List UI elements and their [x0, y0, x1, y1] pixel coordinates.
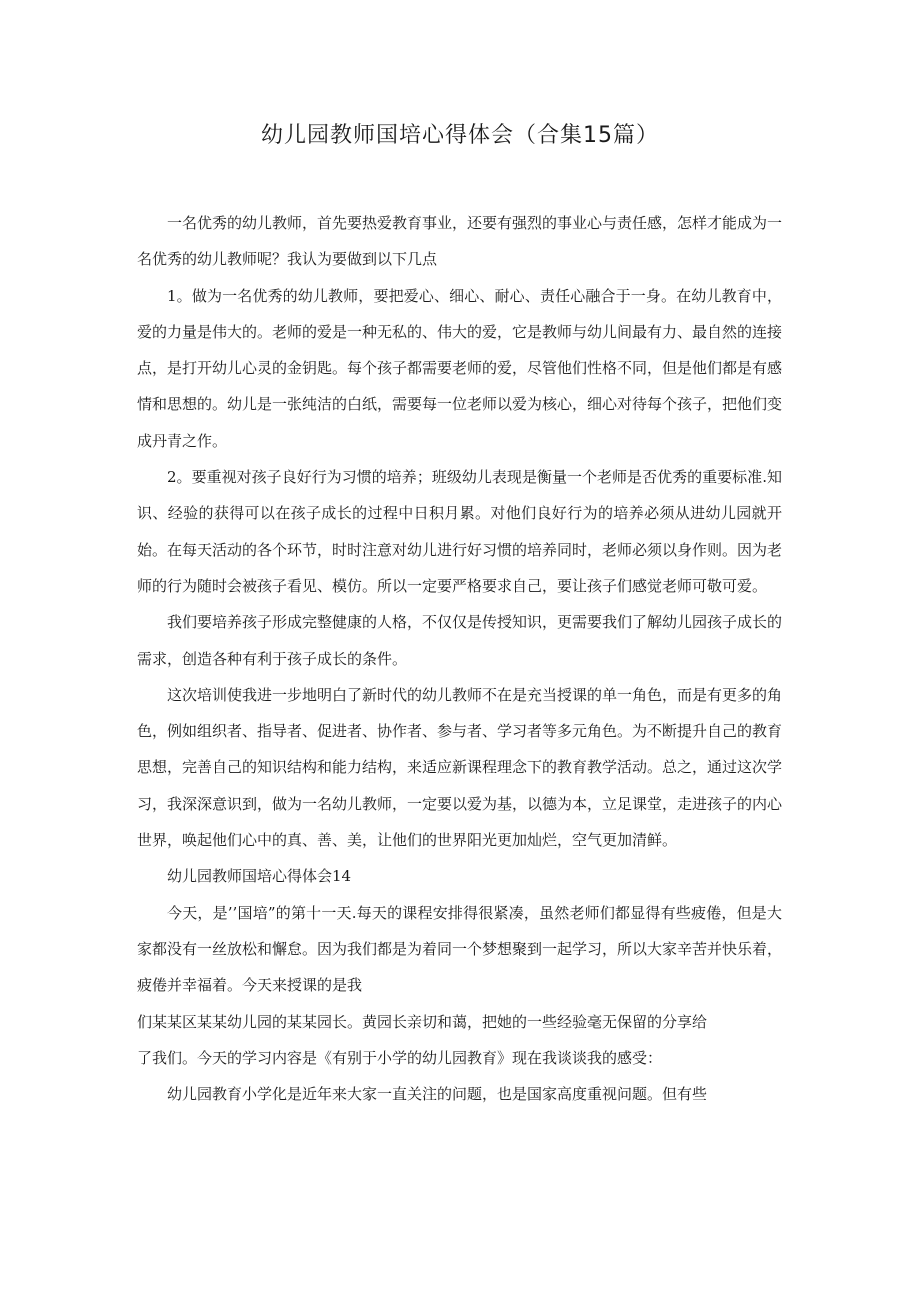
paragraph-training: 这次培训使我进一步地明白了新时代的幼儿教师不在是充当授课的单一角色，而是有更多的角色，例如组织者、指导者、促进者、协作者、参与者、学习者等多元角色。为不断提升自己的教育思想，完善自己的知识结构和能力结构，来适应新课程理念下的教育教学活动。总之，通过这次学习，我深深意识到，做为一名幼儿教师，一定要以爱为基，以德为本，立足课堂，走进孩子的内心世界，唤起他们心中的真、善、美，让他们的世界阳光更加灿烂，空气更加清鲜。 [137, 685, 783, 850]
paragraph-point-1: 1。做为一名优秀的幼儿教师，要把爱心、细心、耐心、责任心融合于一身。在幼儿教育中，爱的力量是伟大的。老师的爱是一种无私的、伟大的爱，它是教师与幼儿间最有力、最自然的连接点，是打开幼儿心灵的金钥匙。每个孩子都需要老师的爱，尽管他们性格不同，但是他们都是有感情和思想的。幼儿是一张纯洁的白纸，需要每一位老师以爱为核心，细心对待每个孩子，把他们变成丹青之作。 [137, 286, 783, 450]
paragraph-day-eleven: 今天，是’’国培”的第十一天.每天的课程安排得很紧凑，虽然老师们都显得有些疲倦，但是大家都没有一丝放松和懈怠。因为我们都是为着同一个梦想聚到一起学习，所以大家辛苦并快乐着，疲倦并幸福着。今天来授课的是我 [137, 903, 783, 995]
paragraph-personality: 我们要培养孩子形成完整健康的人格，不仅仅是传授知识，更需要我们了解幼儿园孩子成长的需求，创造各种有利于孩子成长的条件。 [137, 613, 783, 668]
document-body [137, 205, 782, 1112]
paragraph-last: 幼儿园教育小学化是近年来大家一直关注的问题，也是国家高度重视问题。但有些 [167, 1085, 708, 1104]
continuation-line-2: 了我们。今天的学习内容是《有别于小学的幼儿园教育》现在我谈谈我的感受： [137, 1048, 663, 1067]
section-heading-14: 幼儿园教师国培心得体会14 [167, 867, 352, 886]
paragraph-intro: 一名优秀的幼儿教师，首先要热爱教育事业，还要有强烈的事业心与责任感，怎样才能成为一名优秀的幼儿教师呢？我认为要做到以下几点 [137, 214, 783, 269]
continuation-line-1: 们某某区某某幼儿园的某某园长。黄园长亲切和蔼，把她的一些经验毫无保留的分享给 [137, 1012, 708, 1031]
paragraph-point-2: 2。要重视对孩子良好行为习惯的培养；班级幼儿表现是衡量一个老师是否优秀的重要标准.知识、经验的获得可以在孩子成长的过程中日积月累。对他们良好行为的培养必须从进幼儿园就开始。在每天活动的各个环节，时时注意对幼儿进行好习惯的培养同时，老师必须以身作则。因为老师的行为随时会被孩子看见、模仿。所以一定要严格要求自己，要让孩子们感觉老师可敬可爱。 [137, 468, 783, 595]
document-title: 幼儿园教师国培心得体会（合集15篇） [261, 123, 659, 148]
